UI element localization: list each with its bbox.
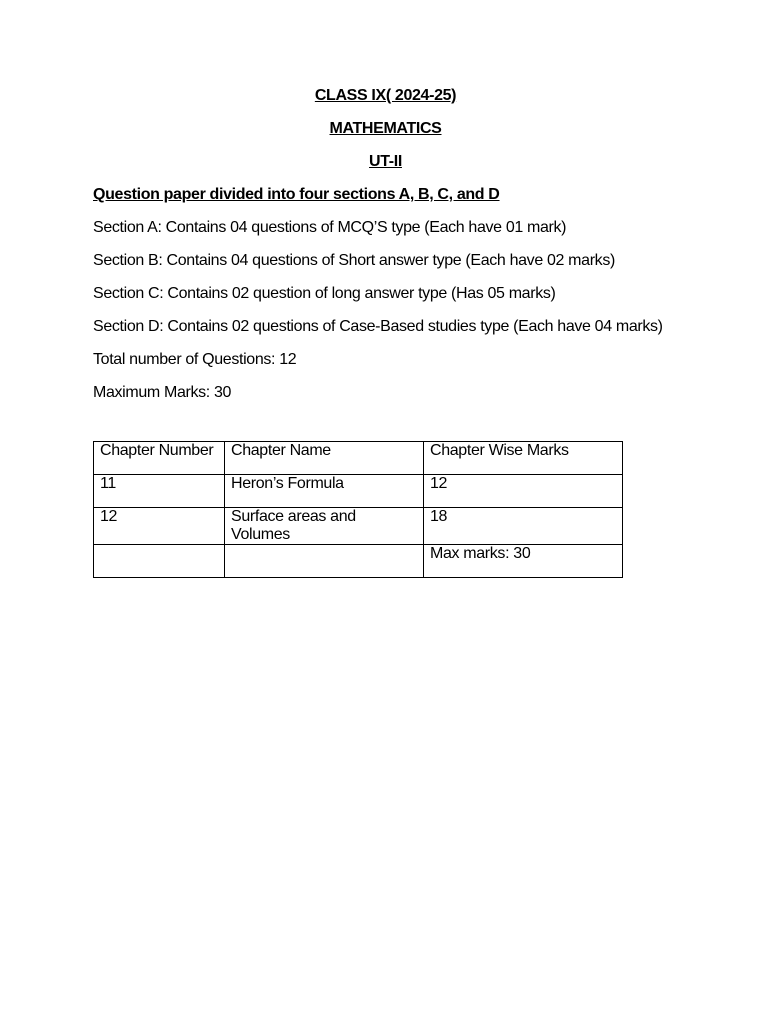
header-chapter-number: Chapter Number [94, 442, 225, 475]
table-header-row [94, 442, 623, 475]
spacer [93, 416, 693, 441]
cell-chapter-name: Surface areas and Volumes [225, 508, 424, 545]
cell-chapter-marks: 18 [424, 508, 623, 545]
cell-chapter-number: 12 [94, 508, 225, 545]
section-a-text: Section A: Contains 04 questions of MCQ’S type (Each have 01 mark) [93, 219, 567, 236]
total-questions-text: Total number of Questions: 12 [93, 351, 297, 368]
document-page [93, 86, 693, 578]
section-b-text: Section B: Contains 04 questions of Short answer type (Each have 02 marks) [93, 252, 615, 269]
header-chapter-name: Chapter Name [225, 442, 424, 475]
cell-empty [94, 545, 225, 578]
test-title: UT-II [369, 153, 402, 170]
subject-title: MATHEMATICS [329, 120, 442, 137]
chapter-marks-table [93, 441, 623, 578]
header-chapter-wise-marks: Chapter Wise Marks [424, 442, 623, 475]
table-row-total [94, 545, 623, 578]
table-row [94, 508, 623, 545]
table-row [94, 475, 623, 508]
section-d-text: Section D: Contains 02 questions of Case-Based studies type (Each have 04 marks) [93, 318, 663, 335]
cell-chapter-name: Heron’s Formula [225, 475, 424, 508]
sections-heading: Question paper divided into four sections A, B, C, and D [93, 186, 500, 203]
cell-chapter-marks: 12 [424, 475, 623, 508]
section-c-text: Section C: Contains 02 question of long answer type (Has 05 marks) [93, 285, 556, 302]
class-title: CLASS IX( 2024-25) [314, 87, 457, 104]
maximum-marks-text: Maximum Marks: 30 [93, 384, 232, 401]
cell-chapter-number: 11 [94, 475, 225, 508]
cell-empty [225, 545, 424, 578]
cell-max-marks: Max marks: 30 [424, 545, 623, 578]
